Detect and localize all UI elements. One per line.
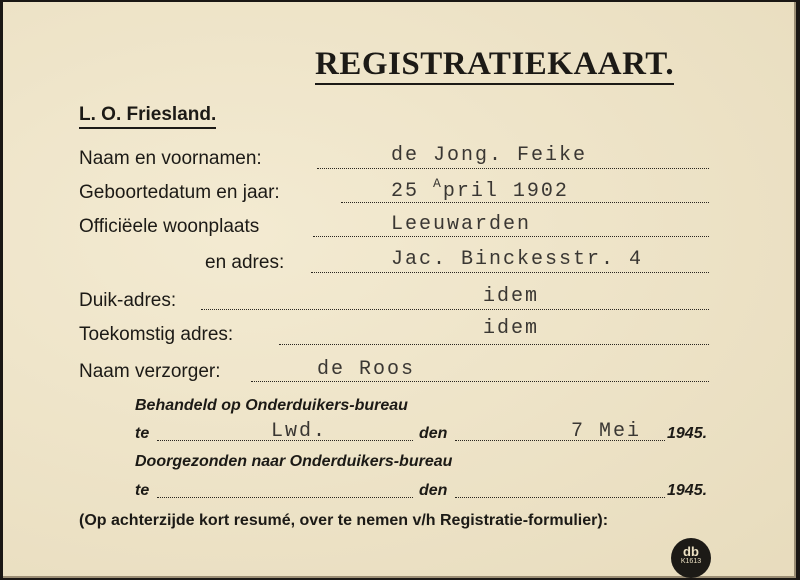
birthdate-label: Geboortedatum en jaar: [79,182,280,203]
address-value: Jac. Binckesstr. 4 [391,248,644,271]
name-line [317,168,709,169]
name-label: Naam en voornamen: [79,148,262,169]
future-address-label: Toekomstig adres: [79,324,234,345]
handled-heading: Behandeld op Onderduikers-bureau [135,397,408,414]
footer-note: (Op achterzijde kort resumé, over te nemen v/h Registratie-formulier): [79,512,609,529]
address-label: en adres: [205,252,285,273]
registration-card [3,2,796,578]
stamp-mark: db [683,544,699,559]
handled-year: 1945. [667,425,708,442]
hiding-address-label: Duik-adres: [79,290,177,311]
handled-te-label: te [135,425,150,442]
handled-te-value: Lwd. [271,420,328,443]
organization-label: L. O. Friesland. [79,104,216,129]
card-title: REGISTRATIEKAART. [315,46,674,85]
caretaker-label: Naam verzorger: [79,361,221,382]
hiding-address-value: idem [483,285,540,308]
forwarded-den-line [455,497,665,498]
printer-stamp [671,538,711,578]
residence-line [313,236,709,237]
caretaker-line [251,381,709,382]
hiding-address-line [201,309,709,310]
forwarded-te-label: te [135,482,150,499]
forwarded-heading: Doorgezonden naar Onderduikers-bureau [135,453,453,470]
name-value: de Jong. Feike [391,144,588,167]
birthdate-value: 25 $^A$pril 1902 [391,176,569,203]
residence-value: Leeuwarden [391,213,532,236]
residence-label: Officiëele woonplaats [79,216,260,237]
handled-den-value: 7 Mei [571,420,642,443]
future-address-value: idem [483,317,540,340]
stamp-code: K1613 [680,558,702,565]
future-address-line [279,344,709,345]
forwarded-te-line [157,497,413,498]
caretaker-value: de Roos [317,358,416,381]
address-line [311,272,709,273]
forwarded-year: 1945. [667,482,708,499]
handled-den-label: den [419,425,448,442]
forwarded-den-label: den [419,482,448,499]
